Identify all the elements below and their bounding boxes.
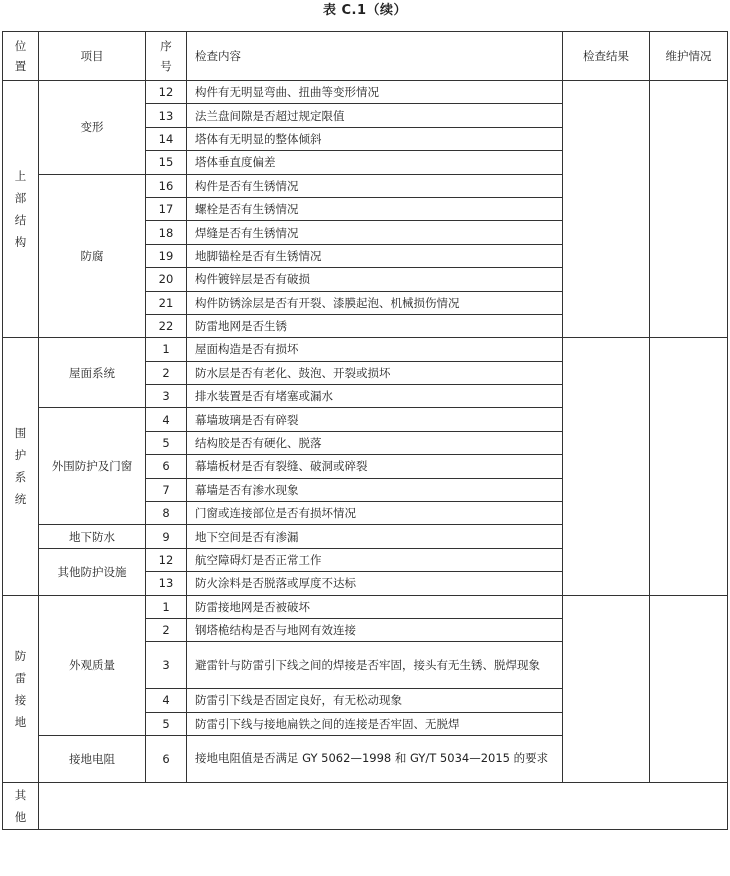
content-cell: 防水层是否有老化、鼓泡、开裂或损坏 [187,361,563,384]
table-title: 表 C.1（续） [322,3,408,18]
content-cell: 屋面构造是否有损坏 [187,338,563,361]
header-item: 项目 [39,32,146,81]
result-cell[interactable] [563,338,650,595]
content-cell: 构件有无明显弯曲、扭曲等变形情况 [187,81,563,104]
seq-cell: 8 [146,502,187,525]
item-cell: 接地电阻 [39,735,146,782]
table-row [3,338,728,361]
seq-cell: 4 [146,689,187,712]
seq-cell: 3 [146,385,187,408]
result-cell[interactable] [563,595,650,782]
header-row [3,32,728,81]
inspection-table [2,31,728,830]
content-cell: 防火涂料是否脱落或厚度不达标 [187,572,563,595]
section-position-cell: 上部结构 [3,81,39,338]
seq-cell: 1 [146,595,187,618]
seq-cell: 16 [146,174,187,197]
seq-cell: 12 [146,548,187,571]
item-cell: 其他防护设施 [39,548,146,595]
seq-cell: 1 [146,338,187,361]
content-cell: 防雷引下线是否固定良好，有无松动现象 [187,689,563,712]
other-notes-cell[interactable] [39,782,728,829]
content-cell: 门窗或连接部位是否有损坏情况 [187,502,563,525]
header-position: 位置 [3,32,39,81]
seq-cell: 21 [146,291,187,314]
item-cell: 防腐 [39,174,146,338]
header-content: 检查内容 [187,32,563,81]
seq-cell: 12 [146,81,187,104]
content-cell: 法兰盘间隙是否超过规定限值 [187,104,563,127]
content-cell: 构件镀锌层是否有破损 [187,268,563,291]
header-seq: 序号 [146,32,187,81]
seq-cell: 2 [146,618,187,641]
table-body [3,81,728,830]
seq-cell: 3 [146,642,187,689]
content-cell: 防雷接地网是否被破坏 [187,595,563,618]
seq-cell: 9 [146,525,187,548]
seq-cell: 6 [146,455,187,478]
table-row [3,782,728,829]
item-cell: 变形 [39,81,146,175]
seq-cell: 19 [146,244,187,267]
content-cell: 构件防锈涂层是否有开裂、漆膜起泡、机械损伤情况 [187,291,563,314]
content-cell: 避雷针与防雷引下线之间的焊接是否牢固，接头有无生锈、脱焊现象 [187,642,563,689]
result-cell[interactable] [563,81,650,338]
seq-cell: 6 [146,735,187,782]
seq-cell: 4 [146,408,187,431]
content-cell: 防雷地网是否生锈 [187,314,563,337]
header-maintenance: 维护情况 [650,32,728,81]
maintenance-cell[interactable] [650,595,728,782]
section-position-cell: 其他 [3,782,39,829]
seq-cell: 5 [146,431,187,454]
seq-cell: 22 [146,314,187,337]
item-cell: 外围防护及门窗 [39,408,146,525]
maintenance-cell[interactable] [650,338,728,595]
content-cell: 防雷引下线与接地扁铁之间的连接是否牢固、无脱焊 [187,712,563,735]
seq-cell: 17 [146,197,187,220]
item-cell: 地下防水 [39,525,146,548]
seq-cell: 15 [146,151,187,174]
content-cell: 焊缝是否有生锈情况 [187,221,563,244]
content-cell: 构件是否有生锈情况 [187,174,563,197]
content-cell: 幕墙玻璃是否有碎裂 [187,408,563,431]
seq-cell: 14 [146,127,187,150]
seq-cell: 5 [146,712,187,735]
section-position-cell: 围护系统 [3,338,39,595]
content-cell: 钢塔桅结构是否与地网有效连接 [187,618,563,641]
seq-cell: 13 [146,104,187,127]
seq-cell: 13 [146,572,187,595]
item-cell: 外观质量 [39,595,146,735]
content-cell: 接地电阻值是否满足 GY 5062—1998 和 GY/T 5034—2015 的要求 [187,735,563,782]
content-cell: 地下空间是否有渗漏 [187,525,563,548]
header-result: 检查结果 [563,32,650,81]
item-cell: 屋面系统 [39,338,146,408]
content-cell: 幕墙板材是否有裂缝、破洞或碎裂 [187,455,563,478]
content-cell: 排水装置是否有堵塞或漏水 [187,385,563,408]
seq-cell: 7 [146,478,187,501]
maintenance-cell[interactable] [650,81,728,338]
table-row [3,81,728,104]
content-cell: 螺栓是否有生锈情况 [187,197,563,220]
content-cell: 地脚锚栓是否有生锈情况 [187,244,563,267]
seq-cell: 20 [146,268,187,291]
section-position-cell: 防雷接地 [3,595,39,782]
seq-cell: 2 [146,361,187,384]
seq-cell: 18 [146,221,187,244]
content-cell: 塔体有无明显的整体倾斜 [187,127,563,150]
content-cell: 幕墙是否有渗水现象 [187,478,563,501]
content-cell: 航空障碍灯是否正常工作 [187,548,563,571]
content-cell: 结构胶是否有硬化、脱落 [187,431,563,454]
table-row [3,595,728,618]
content-cell: 塔体垂直度偏差 [187,151,563,174]
